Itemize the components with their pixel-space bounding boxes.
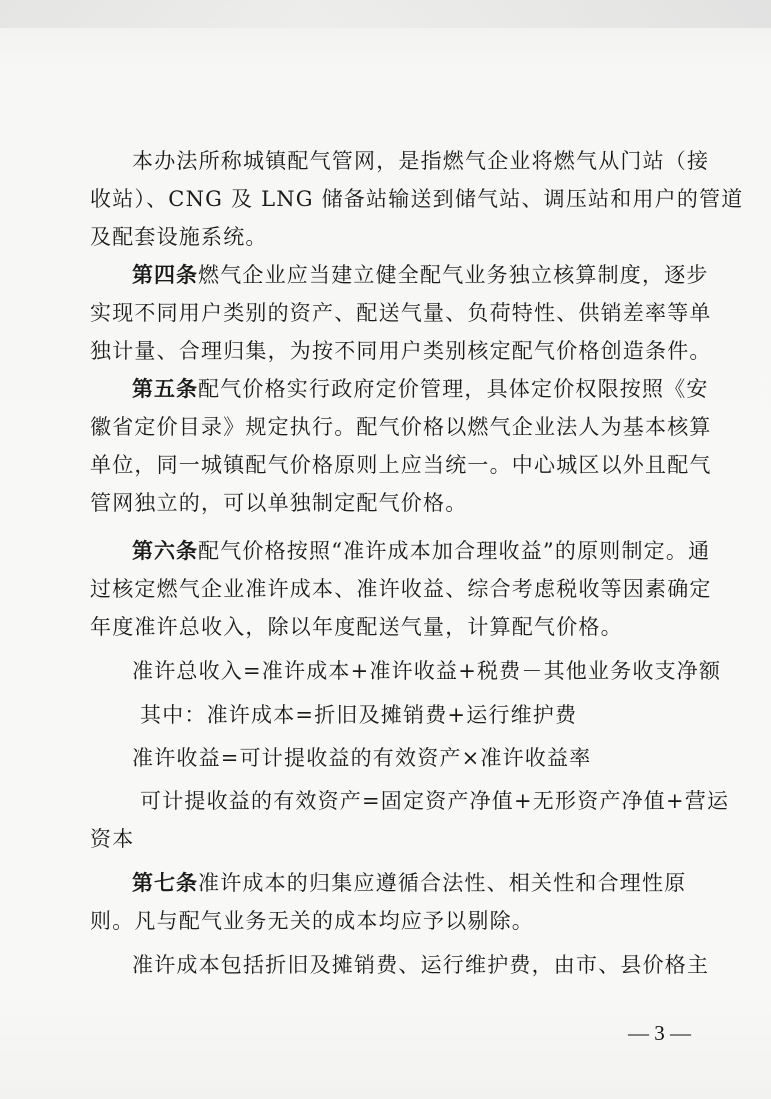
page-number: — 3 — [628, 1021, 691, 1045]
formula-line: 可计提收益的有效资产=固定资产净值+无形资产净值+营运 [140, 789, 730, 813]
formula-line: 资本 [90, 827, 135, 851]
paragraph-line: 及配套设施系统。 [90, 225, 268, 249]
paragraph-line: 年度准许总收入，除以年度配送气量，计算配气价格。 [90, 615, 623, 639]
paragraph-line: 过核定燃气企业准许成本、准许收益、综合考虑税收等因素确定 [90, 577, 712, 601]
article-text: 燃气企业应当建立健全配气业务独立核算制度，逐步 [198, 263, 709, 287]
formula-line: 其中：准许成本=折旧及摊销费+运行维护费 [140, 703, 578, 727]
scan-edge [0, 0, 771, 28]
paragraph-line: 单位，同一城镇配气价格原则上应当统一。中心城区以外且配气 [90, 453, 712, 477]
article-heading: 第五条 [132, 377, 198, 401]
paragraph-line: 收站）、CNG 及 LNG 储备站输送到储气站、调压站和用户的管道 [90, 187, 744, 211]
paragraph-line: 独计量、合理归集，为按不同用户类别核定配气价格创造条件。 [90, 339, 712, 363]
paragraph-line: 准许成本包括折旧及摊销费、运行维护费，由市、县价格主 [132, 953, 710, 977]
formula-line: 准许总收入=准许成本+准许收益+税费－其他业务收支净额 [132, 659, 722, 683]
article-5-line [132, 374, 752, 404]
article-heading: 第六条 [132, 539, 198, 563]
paragraph-line: 徽省定价目录》规定执行。配气价格以燃气企业法人为基本核算 [90, 415, 712, 439]
article-heading: 第七条 [132, 871, 198, 895]
article-text: 配气价格实行政府定价管理，具体定价权限按照《安 [198, 377, 709, 401]
paragraph-line: 管网独立的，可以单独制定配气价格。 [90, 491, 468, 515]
paragraph-line: 则。凡与配气业务无关的成本均应予以剔除。 [90, 909, 534, 933]
article-7-line [132, 868, 752, 898]
formula-line: 准许收益=可计提收益的有效资产×准许收益率 [132, 746, 592, 770]
paragraph-line: 实现不同用户类别的资产、配送气量、负荷特性、供销差率等单 [90, 301, 712, 325]
article-text: 准许成本的归集应遵循合法性、相关性和合理性原 [198, 871, 687, 895]
article-text: 配气价格按照“准许成本加合理收益”的原则制定。通 [198, 539, 711, 563]
article-6-line [132, 536, 752, 566]
paragraph-line: 本办法所称城镇配气管网，是指燃气企业将燃气从门站（接 [132, 149, 710, 173]
article-heading: 第四条 [132, 263, 198, 287]
article-4-line [132, 260, 752, 290]
